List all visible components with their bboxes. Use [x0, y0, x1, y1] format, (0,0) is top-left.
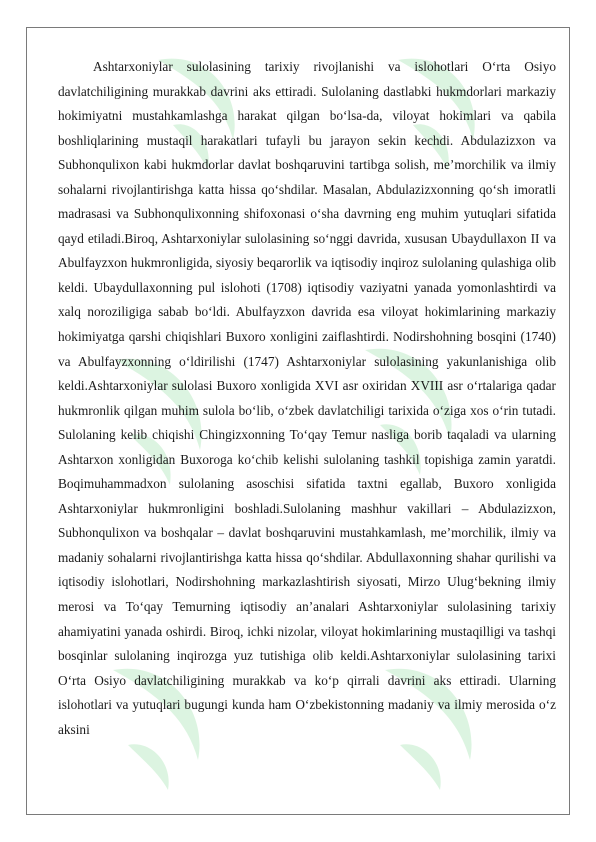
body-paragraph: Ashtarxoniylar sulolasining tarixiy rivojlanishi va islohotlari O‘rta Osiyo davlatchiligining murakkab davrini aks ettiradi. Sulolaning dastlabki hukmdorlari markaziy hokimiyatni mustahkamlashga harakat qilgan bo‘lsa-da, viloyat hokimlari va qabila boshliqlarining mustaqil harakatlari tufayli bu jarayon sekin kechdi. Abdulazizxon va Subhonqulixon kabi hukmdorlar davlat boshqaruvini tartibga solish, me’morchilik va ilmiy sohalarni rivojlantirishga katta hissa qo‘shdilar. Masalan, Abdulazizxonning qo‘sh imoratli madrasasi va Subhonqulixonning shifoxonasi o‘sha davrning eng muhim yutuqlari sifatida qayd etiladi.Biroq, Ashtarxoniylar sulolasining so‘nggi davrida, xususan Ubaydullaxon II va Abulfayzxon hukmronligida, siyosiy beqarorlik va iqtisodiy inqiroz sulolaning qulashiga olib keldi. Ubaydullaxonning pul islohoti (1708) iqtisodiy vaziyatni yanada yomonlashtirdi va xalq noroziligiga sabab bo‘ldi. Abulfayzxon davrida esa viloyat hokimlarining markaziy hokimiyatga qarshi chiqishlari Buxoro xonligini zaiflashtirdi. Nodirshohning bosqini (1740) va Abulfayzxonning o‘ldirilishi (1747) Ashtarxoniylar sulolasining yakunlanishiga olib keldi.Ashtarxoniylar sulolasi Buxoro xonligida XVI asr oxiridan XVIII asr o‘rtalariga qadar hukmronlik qilgan muhim sulola bo‘lib, o‘zbek davlatchiligi tarixida o‘ziga xos o‘rin tutadi. Sulolaning kelib chiqishi Chingizxonning To‘qay Temur nasliga borib taqaladi va ularning Ashtarxon xonligidan Buxoroga ko‘chib kelishi sulolaning tashkil topishiga zamin yaratdi. Boqimuhammadxon sulolaning asoschisi sifatida taxtni egallab, Buxoro xonligida Ashtarxoniylar hukmronligini boshladi.Sulolaning mashhur vakillari – Abdulazizxon, Subhonqulixon va boshqalar – davlat boshqaruvini mustahkamlash, me’morchilik, ilmiy va madaniy sohalarni rivojlantirishga katta hissa qo‘shdilar. Abdullaxonning shahar qurilishi va iqtisodiy islohotlari, Nodirshohning markazlashtirish siyosati, Mirzo Ulug‘bekning ilmiy merosi va To‘qay Temurning iqtisodiy an’analari Ashtarxoniylar sulolasining tarixiy ahamiyatini yanada oshirdi. Biroq, ichki nizolar, viloyat hokimlarining mustaqilligi va tashqi bosqinlar sulolaning inqirozga yuz tutishiga olib keldi.Ashtarxoniylar sulolasining tarixi O‘rta Osiyo davlatchiligining murakkab va ko‘p qirrali davrini aks ettiradi. Ularning islohotlari va yutuqlari bugungi kunda ham O‘zbekistonning madaniy va ilmiy merosida o‘z aksini — [58, 59, 556, 737]
